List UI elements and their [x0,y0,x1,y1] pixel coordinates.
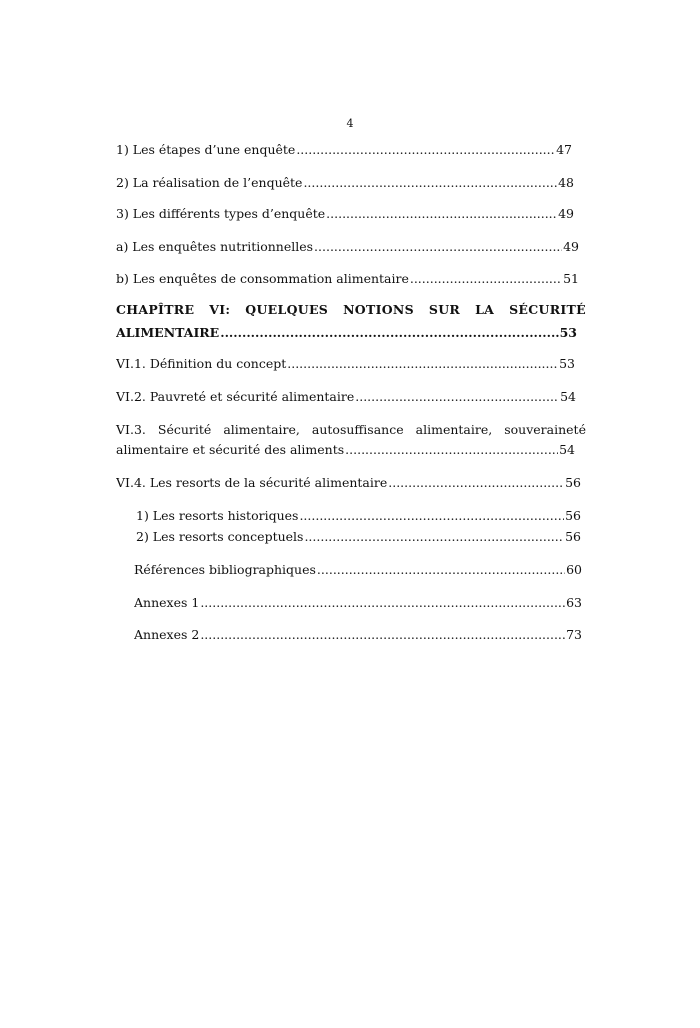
page-number: 4 [346,117,354,130]
toc-entry-page: 47 [556,142,572,157]
toc-entry-page: 53 [559,325,577,340]
toc-word: VI.3. [116,422,146,437]
toc-entry [134,595,582,613]
leader-dots [287,356,558,371]
chapter-word: VI: [209,302,231,317]
toc-entry-label: VI.2. Pauvreté et sécurité alimentaire [116,389,355,404]
toc-entry [116,239,579,257]
toc-entry-label: Annexes 2 [134,627,200,642]
toc-word: alimentaire, [415,422,493,437]
toc-entry-label: b) Les enquêtes de consommation alimentaire [116,271,409,286]
toc-entry [116,142,572,160]
leader-dots [317,562,565,577]
toc-entry-page: 56 [565,529,581,544]
toc-entry-page: 51 [563,271,579,286]
toc-word: souveraineté [504,422,586,437]
chapter-word: SÉCURITÉ [509,302,586,317]
chapter-word: LA [475,302,495,317]
toc-entry-label: VI.1. Définition du concept [116,356,287,371]
toc-entry [116,475,581,493]
toc-entry [134,562,582,580]
leader-dots [200,595,565,610]
toc-entry-page: 53 [559,356,575,371]
toc-entry-label: Références bibliographiques [134,562,316,577]
toc-entry-label: 2) La réalisation de l’enquête [116,175,303,190]
toc-entry-label: alimentaire et sécurité des aliments [116,442,345,457]
chapter-word: SUR [428,302,461,317]
toc-entry [116,442,575,460]
toc-entry-page: 56 [565,475,581,490]
toc-entry-label: 1) Les étapes d’une enquête [116,142,296,157]
toc-word: alimentaire, [223,422,300,437]
toc-entry [136,508,581,526]
chapter-heading-entry [116,325,577,343]
toc-entry-label: 3) Les différents types d’enquête [116,206,326,221]
leader-dots [355,389,559,404]
leader-dots [326,206,557,221]
toc-entry-page: 49 [558,206,574,221]
leader-dots [345,442,558,457]
chapter-word: QUELQUES [245,302,329,317]
toc-entry-page: 56 [565,508,581,523]
toc-entry-page: 49 [563,239,579,254]
chapter-word: NOTIONS [343,302,414,317]
leader-dots [410,271,562,286]
toc-entry [116,206,574,224]
toc-entry-label: 2) Les resorts conceptuels [136,529,304,544]
toc-word: Sécurité [157,422,212,437]
toc-entry-label: VI.4. Les resorts de la sécurité alimentaire [116,475,388,490]
leader-dots [200,627,565,642]
leader-dots [220,325,558,340]
toc-entry-line [116,422,586,440]
chapter-heading-line [116,302,586,320]
leader-dots [304,529,564,544]
toc-entry-page: 73 [566,627,582,642]
toc-entry-page: 48 [558,175,574,190]
toc-entry-label: 1) Les resorts historiques [136,508,299,523]
leader-dots [388,475,564,490]
toc-entry-page: 63 [566,595,582,610]
toc-entry-page: 54 [560,389,576,404]
leader-dots [296,142,555,157]
toc-entry [134,627,582,645]
toc-entry-page: 54 [559,442,575,457]
toc-entry-label: ALIMENTAIRE [116,325,220,340]
toc-entry [116,356,575,374]
leader-dots [303,175,557,190]
toc-entry [136,529,581,547]
leader-dots [299,508,564,523]
toc-entry [116,271,579,289]
leader-dots [314,239,562,254]
toc-entry [116,389,576,407]
toc-entry-label: Annexes 1 [134,595,200,610]
toc-word: autosuffisance [311,422,404,437]
chapter-word: CHAPÎTRE [116,302,195,317]
toc-entry-page: 60 [566,562,582,577]
toc-entry [116,175,574,193]
toc-entry-label: a) Les enquêtes nutritionnelles [116,239,314,254]
